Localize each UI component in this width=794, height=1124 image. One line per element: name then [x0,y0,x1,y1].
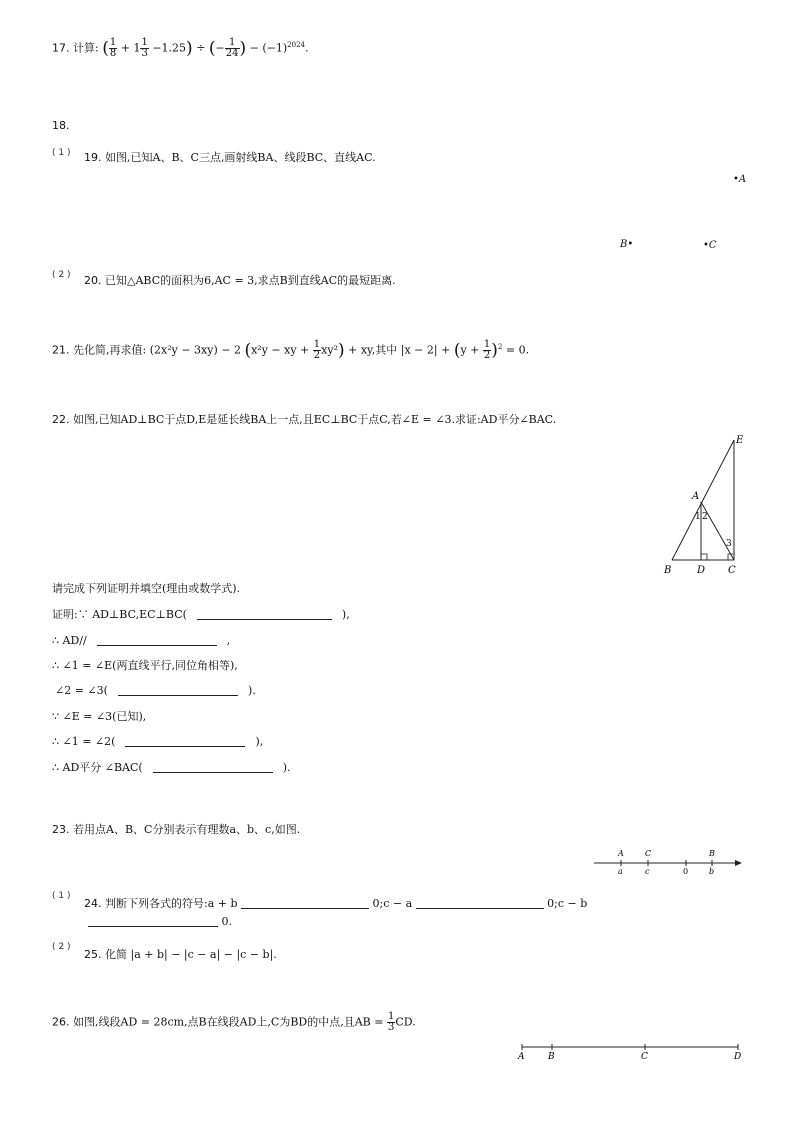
label-e: E [736,435,744,446]
right-angle-d [701,554,707,560]
segment-ac [701,502,734,560]
proof-step-text: 证明:∵ AD⊥BC,EC⊥BC( [52,608,187,621]
svg-text:C: C [641,1052,648,1062]
proof-step-tail: ), [341,608,350,621]
point-a-label: •A [733,174,747,185]
question-19: 19. 如图,已知A、B、C三点,画射线BA、线段BC、直线AC. [84,151,376,164]
segment-figure [514,1038,746,1062]
proof-step-tail: ). [247,684,256,697]
fraction: $\frac{1}{2}$ [483,339,491,361]
subpart-label: ( 2 ) [52,942,71,952]
svg-text:D: D [734,1052,742,1062]
proof-step-text: ∵ ∠E = ∠3(已知), [52,710,147,723]
proof-step-tail: ). [282,761,291,774]
fraction: $\frac{1}{8}$ [109,37,117,59]
proof-step [52,761,291,774]
answer-blank[interactable] [88,926,218,927]
fraction: $\frac{1}{2}$ [313,339,321,361]
proof-step [52,710,146,723]
question-24-cont: 0. [88,915,232,928]
proof-step-text: ∠2 = ∠3( [55,684,108,697]
point-b-label: B• [620,239,634,250]
label-d: D [697,565,706,576]
point-c-label: •C [703,240,717,251]
proof-step [52,659,238,672]
answer-blank[interactable] [241,908,369,909]
arrow-head [735,860,742,866]
svg-text:A: A [518,1052,525,1062]
angle-2: 2 [702,512,708,522]
question-26: 26. 如图,线段AD = 28cm,点B在线段AD上,C为BD的中点,且AB = $\frac{1}{3}$ CD. [52,1011,416,1033]
question-18: 18. [52,119,70,132]
question-23: 23. 若用点A、B、C分别表示有理数a、b、c,如图. [52,823,301,836]
angle-1: 1 [695,512,701,522]
question-24: 24. 判断下列各式的符号:a + b 0;c − a 0;c − b [84,897,588,910]
subpart-label: ( 2 ) [52,270,71,280]
triangle-figure [660,432,750,577]
label-a: A [692,491,700,502]
answer-blank[interactable] [118,695,238,696]
proof-step-text: ∴ ∠1 = ∠2( [52,735,116,748]
svg-text:c: c [645,867,650,876]
answer-blank[interactable] [416,908,544,909]
proof-step [52,634,230,647]
answer-blank[interactable] [197,619,332,620]
label-c: C [728,565,736,576]
proof-step-text: ∴ AD// [52,634,87,647]
proof-step-tail: ), [255,735,264,748]
question-25: 25. 化简 |a + b| − |c − a| − |c − b|. [84,948,277,961]
label-b: B [664,565,672,576]
question-20: 20. 已知△ABC的面积为6,AC = 3,求点B到直线AC的最短距离. [84,274,396,287]
proof-step-tail: , [226,634,231,647]
angle-3: 3 [726,539,732,549]
subpart-label: ( 1 ) [52,148,71,158]
proof-instruction: 请完成下列证明并填空(理由或数学式). [52,582,241,595]
proof-step [52,608,350,621]
proof-step [52,735,263,748]
question-label: 计算: [73,41,99,55]
segment-be [672,440,734,560]
question-17: 17. 计算: ( $\frac{1}{8}$ + 1 $\frac{1}{3}$ −1.25) ÷ (− $\frac{1}{24}$ ) − $(-1)^{2024}$. [52,37,309,59]
proof-step-text: ∴ AD平分 ∠BAC( [52,761,143,774]
svg-text:0: 0 [683,867,689,876]
number-line [590,846,746,876]
svg-text:A: A [618,849,624,858]
svg-text:B: B [548,1052,555,1062]
question-22: 22. 如图,已知AD⊥BC于点D,E是延长线BA上一点,且EC⊥BC于点C,若∠E = ∠3.求证:AD平分∠BAC. [52,413,557,426]
svg-text:a: a [618,867,623,876]
svg-text:b: b [709,867,715,876]
answer-blank[interactable] [97,645,217,646]
subpart-label: ( 1 ) [52,891,71,901]
question-21: 21. 先化简,再求值: (2x²y − 3xy) − 2 (x²y − xy + $\frac{1}{2}$ xy²) + xy,其中 |x − 2| + (y + $\frac{1}{2}$ )$^2$ = 0. [52,339,530,361]
fraction: $\frac{1}{24}$ [225,37,239,59]
fraction: $\frac{1}{3}$ [387,1011,395,1033]
svg-text:C: C [645,849,652,858]
proof-step-text: ∴ ∠1 = ∠E(两直线平行,同位角相等), [52,659,238,672]
question-number: 17. [52,41,70,55]
answer-blank[interactable] [125,746,245,747]
fraction: $\frac{1}{3}$ [141,37,148,59]
svg-text:B: B [709,849,715,858]
answer-blank[interactable] [153,772,273,773]
proof-step [55,684,256,697]
